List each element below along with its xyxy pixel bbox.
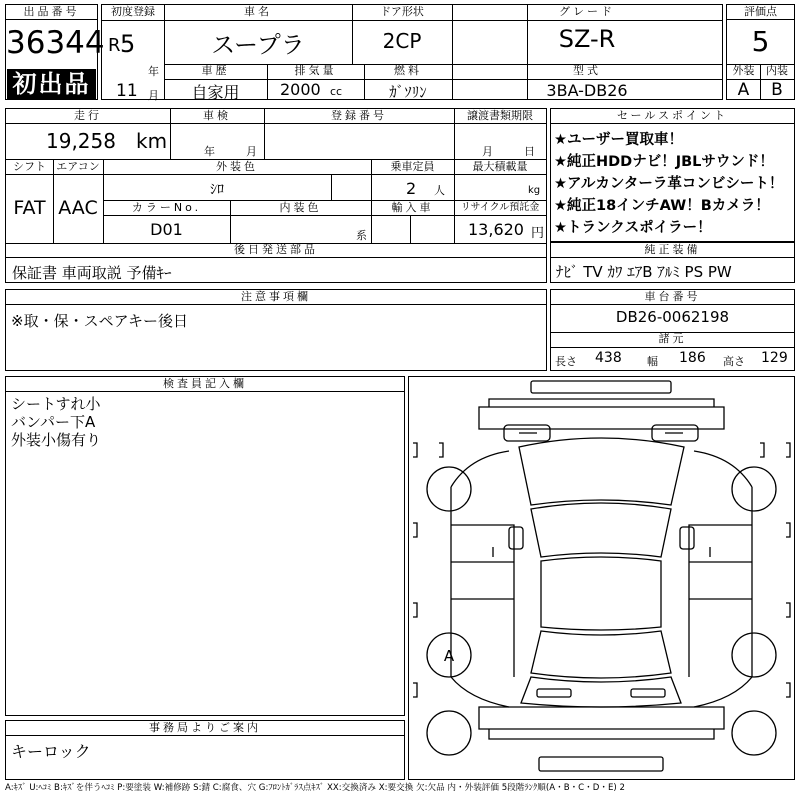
mileage: 19,258 xyxy=(46,129,116,153)
int-color-label: 内装色 xyxy=(279,201,322,214)
ac-label: エアコン xyxy=(56,160,100,173)
office-box xyxy=(5,720,405,780)
first-listing-badge: 初出品 xyxy=(7,69,96,99)
selling-point-item: ★ユーザー買取車！ xyxy=(554,132,683,148)
door-label: ドア形状 xyxy=(380,5,424,18)
selling-points-label: セールスポイント xyxy=(551,109,794,124)
length-label: 長さ xyxy=(555,355,577,368)
inspector-line: 外装小傷有り xyxy=(11,431,102,449)
inspector-label: 検査員記入欄 xyxy=(6,377,404,392)
car-diagram xyxy=(409,377,794,779)
color-no-label: カラーNo. xyxy=(131,201,202,214)
legend: A:ｷｽﾞ U:ﾍｺﾐ B:ｷｽﾞを伴うﾍｺﾐ P:要塗装 W:補修跡 S:錆 C:腐食、穴 G:ﾌﾛﾝﾄｶﾞﾗｽ点ｷｽﾞ XX:交換済み X:要交換 欠:欠品 内・外装評価 5段階ﾗﾝｸ順(A・B・C・D・E) 2 xyxy=(5,783,625,793)
length: 438 xyxy=(595,350,622,366)
dims-label: 諸元 xyxy=(658,332,687,345)
interior-label: 内装 xyxy=(766,64,788,77)
grade: SZ-R xyxy=(558,25,616,53)
int-color-unit: 系 xyxy=(356,229,367,242)
load-label: 最大積載量 xyxy=(472,160,528,173)
later-docs-label: 後日発送部品 xyxy=(234,243,318,256)
inspection-year-unit: 年 xyxy=(204,145,215,158)
selling-point-item: ★トランクスポイラー！ xyxy=(554,220,712,236)
model: 3BA-DB26 xyxy=(546,81,628,100)
chassis-number: DB26-0062198 xyxy=(615,308,730,326)
ext-color-label: 外装色 xyxy=(216,160,258,173)
score-box xyxy=(726,4,795,100)
height: 129 xyxy=(761,350,788,366)
era: R xyxy=(108,35,121,56)
inspection-label: 車検 xyxy=(203,109,231,122)
equipment-value: ﾅﾋﾞ TV ｶﾜ ｴｱB ｱﾙﾐ PS PW xyxy=(556,263,732,281)
transfer-month-unit: 月 xyxy=(482,145,493,158)
inspector-box xyxy=(5,376,405,716)
displacement-unit: cc xyxy=(330,85,343,98)
transfer-label: 譲渡書類期限 xyxy=(467,109,533,122)
shift: FAT xyxy=(13,197,46,219)
capacity-unit: 人 xyxy=(434,184,445,197)
equipment-box xyxy=(550,242,795,283)
import-label: 輸入車 xyxy=(391,201,434,214)
inspector-line: バンパー下A xyxy=(11,413,96,431)
year-unit: 年 xyxy=(148,65,159,78)
ext-color: ｼﾛ xyxy=(210,182,224,198)
transfer-day-unit: 日 xyxy=(524,145,535,158)
fuel: ｶﾞｿﾘﾝ xyxy=(389,83,427,101)
reg-number-label: 登録番号 xyxy=(331,109,387,122)
car-diagram-box xyxy=(408,376,795,780)
notes-box xyxy=(5,289,547,371)
selling-point-item: ★純正HDDナビ！JBLサウンド！ xyxy=(554,154,774,170)
score: 5 xyxy=(751,25,770,58)
recycle: 13,620 xyxy=(468,220,524,239)
capacity-label: 乗車定員 xyxy=(390,160,435,173)
office-value: キーロック xyxy=(11,742,91,761)
door: 2CP xyxy=(382,29,422,53)
header-grid xyxy=(101,4,723,100)
height-label: 高さ xyxy=(723,355,745,368)
car-name: スープラ xyxy=(211,31,305,59)
mileage-label: 走行 xyxy=(74,109,102,122)
front-left-wheel-mark: A xyxy=(443,647,455,665)
month: 11 xyxy=(116,81,138,101)
color-no: D01 xyxy=(150,220,183,239)
mileage-unit: km xyxy=(136,129,168,153)
office-label: 事務局よりご案内 xyxy=(6,721,404,736)
lot-number-box xyxy=(5,4,105,100)
recycle-label: リサイクル預託金 xyxy=(460,202,540,213)
lot-number: 36344 xyxy=(6,25,105,61)
year: 5 xyxy=(120,30,136,58)
notes-value: ※取・保・スペアキー後日 xyxy=(11,312,188,330)
chassis-box xyxy=(550,289,795,371)
month-unit: 月 xyxy=(148,89,159,102)
car-name-label: 車名 xyxy=(244,5,272,18)
spec-grid xyxy=(5,108,547,283)
displacement-label: 排気量 xyxy=(294,64,337,77)
selling-points-box xyxy=(550,108,795,242)
ac: AAC xyxy=(58,197,98,219)
exterior-label: 外装 xyxy=(732,64,755,77)
load-unit: kg xyxy=(528,185,541,196)
lot-number-label: 出品番号 xyxy=(6,5,97,20)
capacity: 2 xyxy=(406,179,417,198)
first-reg-label: 初度登録 xyxy=(111,5,155,18)
later-docs: 保証書 車両取説 予備ｷｰ xyxy=(12,264,172,282)
grade-label: グレード xyxy=(559,5,615,18)
interior-score: B xyxy=(771,80,783,100)
exterior-score: A xyxy=(737,80,750,100)
displacement: 2000 xyxy=(280,80,321,99)
width-label: 幅 xyxy=(647,355,658,368)
equipment-label: 純正装備 xyxy=(551,243,794,258)
chassis-label: 車台番号 xyxy=(551,290,794,305)
model-label: 型式 xyxy=(573,64,601,77)
notes-label: 注意事項欄 xyxy=(6,290,546,305)
inspection-month-unit: 月 xyxy=(246,145,257,158)
selling-point-item: ★アルカンターラ革コンビシート！ xyxy=(554,176,784,192)
fuel-label: 燃料 xyxy=(394,64,422,77)
shift-label: シフト xyxy=(13,160,46,173)
inspector-line: シートすれ小 xyxy=(11,395,101,413)
selling-points-list xyxy=(554,129,783,239)
history-label: 車歴 xyxy=(201,64,230,77)
inspector-lines xyxy=(11,395,101,449)
score-label: 評価点 xyxy=(727,5,794,20)
recycle-unit: 円 xyxy=(531,226,545,241)
selling-point-item: ★純正18インチAW！Bカメラ！ xyxy=(554,198,770,214)
history: 自家用 xyxy=(191,83,240,102)
width: 186 xyxy=(679,350,706,366)
